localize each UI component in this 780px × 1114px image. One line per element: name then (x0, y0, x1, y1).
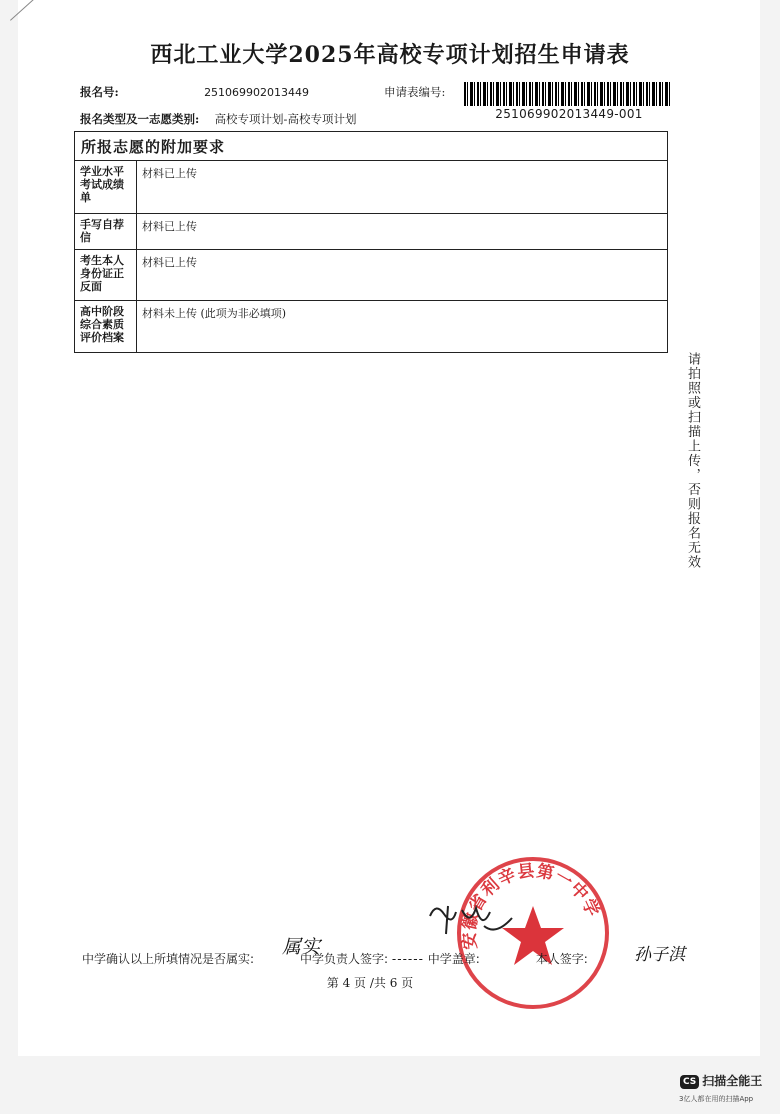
principal-label: 中学负责人签字: (300, 952, 389, 966)
self-signature-label: 本人签字: (535, 952, 588, 966)
application-type (80, 111, 356, 127)
barcode (464, 82, 670, 106)
row-status: 材料未上传 (此项为非必填项) (137, 301, 668, 353)
principal-signature (426, 896, 516, 940)
requirements-table (74, 131, 668, 353)
principal-blank: ------ (391, 952, 424, 966)
upload-notice: 请拍照或扫描上传，否则报名无效 (685, 352, 700, 570)
application-type-label: 报名类型及一志愿类别: (80, 112, 200, 126)
application-type-value: 高校专项计划-高校专项计划 (214, 112, 357, 126)
registration-number (80, 84, 309, 100)
table-row (75, 161, 668, 214)
table-row (75, 214, 668, 250)
document-title: 西北工业大学2025年高校专项计划招生申请表 (150, 42, 630, 68)
row-status: 材料已上传 (137, 250, 668, 301)
scanner-app-name: 扫描全能王 (702, 1074, 763, 1088)
confirm-label: 中学确认以上所填情况是否属实: (82, 952, 255, 966)
row-category: 手写自荐信 (75, 214, 137, 250)
table-row (75, 301, 668, 353)
row-category: 考生本人身份证正反面 (75, 250, 137, 301)
page-indicator: 第 4 页 /共 6 页 (326, 976, 414, 990)
signature-confirm: 属实 (282, 936, 321, 958)
row-status: 材料已上传 (137, 214, 668, 250)
table-row (75, 250, 668, 301)
footer-confirmation (82, 950, 588, 967)
application-number-label: 申请表编号: (384, 85, 446, 99)
student-signature: 孙子淇 (634, 945, 685, 965)
registration-number-value: 251069902013449 (204, 86, 310, 99)
scanner-tagline: 3亿人都在用的扫描App (679, 1095, 754, 1103)
row-category: 高中阶段综合素质评价档案 (75, 301, 137, 353)
camscanner-logo-icon: CS (680, 1075, 699, 1089)
application-number-value: 251069902013449-001 (495, 107, 643, 121)
registration-number-label: 报名号: (80, 85, 119, 99)
row-category: 学业水平考试成绩单 (75, 161, 137, 214)
requirements-heading: 所报志愿的附加要求 (75, 132, 668, 161)
seal-text: 安徽省利辛县第一中学 (459, 861, 604, 951)
scanner-watermark (680, 1072, 762, 1089)
row-status: 材料已上传 (137, 161, 668, 214)
seal-label: 中学盖章: (427, 952, 480, 966)
